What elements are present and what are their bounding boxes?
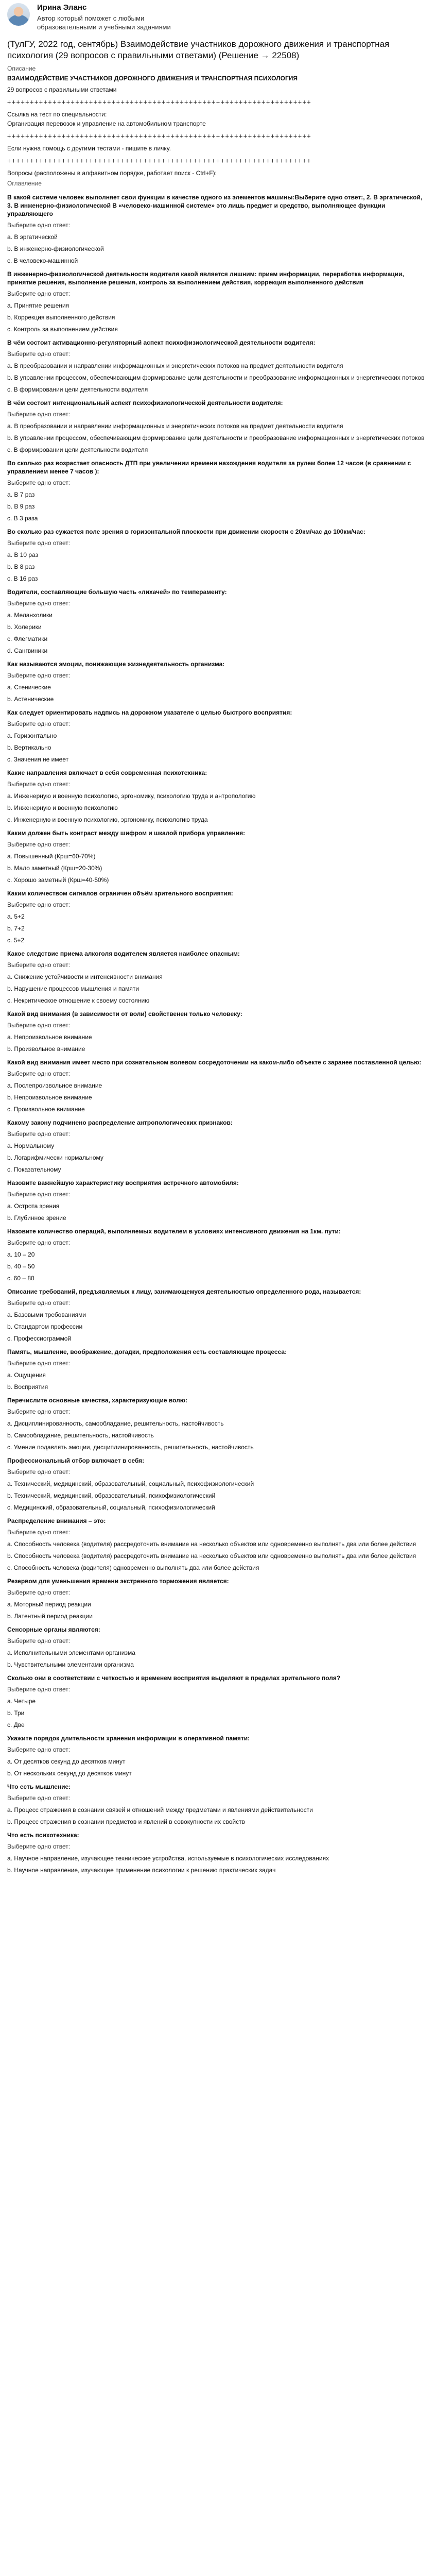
question-item (7, 193, 429, 265)
answer-option: a. 10 – 20 (7, 1251, 35, 1258)
answer-option: c. 5+2 (7, 937, 25, 944)
question-item (7, 1287, 429, 1343)
answer-option: a. Повышенный (Крш=60-70%) (7, 853, 96, 860)
description-label: Описание (7, 65, 36, 72)
answer-option: a. В эргатической (7, 233, 58, 241)
answer-option: a. В 10 раз (7, 551, 39, 558)
answer-prompt: Выберите одно ответ: (7, 1299, 71, 1307)
question-item (7, 1396, 429, 1451)
answer-option: b. Холерики (7, 623, 42, 631)
answer-option: c. Инженерную и военную психологию, эргономику, психологию труда (7, 816, 208, 823)
author-description: Автор который поможет с любыми образовательными и учебными заданиями (37, 14, 171, 31)
question-text: Какой вид внимания (в зависимости от воли) свойственен только человеку: (7, 1010, 242, 1018)
question-item (7, 338, 429, 394)
answer-option: b. Чувствительными элементами организма (7, 1661, 134, 1668)
question-text: Как называются эмоции, понижающие жизнедеятельность организма: (7, 660, 225, 668)
answer-prompt: Выберите одно ответ: (7, 1191, 71, 1198)
answer-option: c. В формировании цели деятельности водителя (7, 386, 148, 393)
question-item (7, 950, 429, 1005)
answer-option: c. Флегматики (7, 635, 48, 642)
question-text: Описание требований, предъявляемых к лицу, занимающемуся деятельностью определенного рода, называется: (7, 1288, 361, 1295)
answer-option: a. В преобразовании и направлении информационных и энергетических потоков на предмет деятельности водителя (7, 422, 343, 430)
answer-option: c. Умение подавлять эмоции, дисциплинированность, решительность, настойчивость (7, 1444, 254, 1451)
answer-option: b. В инженерно-физиологической (7, 245, 104, 252)
question-text: Что есть мышление: (7, 1783, 71, 1790)
answer-option: a. Исполнительными элементами организма (7, 1649, 135, 1656)
question-item (7, 660, 429, 703)
answer-prompt: Выберите одно ответ: (7, 1468, 71, 1476)
question-text: В какой системе человек выполняет свои функции в качестве одного из элементов машины:Выберите одно ответ:, 2. В эргатической, 3. В инженерно-физиологической В «человеко-машинной системе» это лишь предмет и средство, выполняющее функции управляющего (7, 194, 423, 217)
question-text: Что есть психотехника: (7, 1832, 79, 1839)
answer-prompt: Выберите одно ответ: (7, 1746, 71, 1753)
question-text: В чём состоит активационно-регуляторный аспект психофизиологической деятельности водителя: (7, 339, 316, 346)
answer-option: a. Нормальному (7, 1142, 55, 1149)
answer-option: c. Контроль за выполнением действия (7, 326, 118, 333)
answer-prompt: Выберите одно ответ: (7, 1360, 71, 1367)
description-title: ВЗАИМОДЕЙСТВИЕ УЧАСТНИКОВ ДОРОЖНОГО ДВИЖЕНИЯ И ТРАНСПОРТНАЯ ПСИХОЛОГИЯ (7, 75, 298, 82)
answer-option: b. Три (7, 1709, 25, 1717)
answer-option: c. В 16 раз (7, 575, 38, 582)
answer-option: b. От нескольких секунд до десятков минут (7, 1770, 132, 1777)
question-text: Укажите порядок длительности хранения информации в оперативной памяти: (7, 1735, 250, 1742)
question-item (7, 1227, 429, 1282)
question-item (7, 769, 429, 824)
answer-option: a. Четыре (7, 1698, 36, 1705)
answer-option: b. Самообладание, решительность, настойчивость (7, 1432, 154, 1439)
answer-prompt: Выберите одно ответ: (7, 350, 71, 358)
answer-option: a. Технический, медицинский, образовательный, социальный, психофизиологический (7, 1480, 254, 1487)
answer-prompt: Выберите одно ответ: (7, 841, 71, 848)
answer-option: a. Снижение устойчивости и интенсивности внимания (7, 973, 163, 980)
answer-option: b. Логарифмически нормальному (7, 1154, 103, 1161)
question-item (7, 1625, 429, 1669)
question-text: Перечислите основные качества, характеризующие волю: (7, 1397, 188, 1404)
answer-option: b. Технический, медицинский, образовательный, психофизиологический (7, 1492, 216, 1499)
question-text: Назовите количество операций, выполняемых водителем в условиях интенсивного движения на 1км. пути: (7, 1228, 341, 1235)
answer-option: b. Стандартом профессии (7, 1323, 83, 1330)
answer-prompt: Выберите одно ответ: (7, 479, 71, 486)
answer-prompt: Выберите одно ответ: (7, 781, 71, 788)
answer-prompt: Выберите одно ответ: (7, 672, 71, 679)
answer-option: c. Некритическое отношение к своему состоянию (7, 997, 150, 1004)
answer-option: c. Показательному (7, 1166, 61, 1173)
question-text: Какой вид внимания имеет место при сознательном волевом сосредоточении на каком-либо объекте с заранее поставленной целью: (7, 1059, 422, 1066)
question-text: Как следует ориентировать надпись на дорожном указателе с целью быстрого восприятия: (7, 709, 292, 716)
answer-option: b. Восприятия (7, 1383, 48, 1391)
question-item (7, 399, 429, 454)
answer-option: b. 7+2 (7, 925, 25, 932)
answer-option: a. Моторный период реакции (7, 1601, 91, 1608)
question-item (7, 1831, 429, 1874)
answer-option: b. Мало заметный (Крш=20-30%) (7, 865, 102, 872)
question-item (7, 1058, 429, 1113)
answer-option: b. В 9 раз (7, 503, 35, 510)
question-item (7, 1118, 429, 1174)
question-item (7, 1010, 429, 1053)
answer-prompt: Выберите одно ответ: (7, 1130, 71, 1138)
question-item (7, 1577, 429, 1620)
answer-option: a. Процесс отражения в сознании связей и отношений между предметами и явлениями действительности (7, 1806, 313, 1814)
author-info (37, 3, 191, 31)
organization-line: Организация перевозок и управление на автомобильном транспорте (7, 120, 206, 127)
answer-prompt: Выберите одно ответ: (7, 1239, 71, 1246)
answer-prompt: Выберите одно ответ: (7, 411, 71, 418)
question-text: Сенсорные органы являются: (7, 1626, 100, 1633)
answer-option: b. Произвольное внимание (7, 1045, 85, 1053)
answer-option: c. Хорошо заметный (Крш=40-50%) (7, 876, 109, 884)
answer-option: a. В преобразовании и направлении информационных и энергетических потоков на предмет деятельности водителя (7, 362, 343, 369)
question-item (7, 829, 429, 884)
answer-prompt: Выберите одно ответ: (7, 290, 71, 297)
answer-option: b. Инженерную и военную психологию (7, 804, 118, 811)
answer-prompt: Выберите одно ответ: (7, 1589, 71, 1596)
author-name[interactable]: Ирина Эланс (37, 3, 87, 12)
answer-option: b. В управлении процессом, обеспечивающим формирование цели деятельности и преобразование информационных и энергетических потоков (7, 374, 425, 381)
question-text: Профессиональный отбор включает в себя: (7, 1457, 145, 1464)
question-item (7, 528, 429, 583)
answer-option: b. Непроизвольное внимание (7, 1094, 92, 1101)
answer-option: c. Профессиограммой (7, 1335, 72, 1342)
answer-prompt: Выберите одно ответ: (7, 961, 71, 969)
answer-option: c. Произвольное внимание (7, 1106, 85, 1113)
answer-option: c. Способность человека (водителя) одновременно выполнять два или более действия (7, 1564, 259, 1571)
question-item (7, 1734, 429, 1777)
question-item (7, 459, 429, 522)
answer-option: a. 5+2 (7, 913, 25, 920)
answer-option: b. Астенические (7, 696, 54, 703)
question-text: Водители, составляющие большую часть «лихачей» по темпераменту: (7, 588, 227, 596)
answer-prompt: Выберите одно ответ: (7, 901, 71, 908)
question-item (7, 1674, 429, 1729)
question-text: Во сколько раз сужается поле зрения в горизонтальной плоскости при движении скорости с 20км/час до 100км/час: (7, 528, 365, 535)
answer-prompt: Выберите одно ответ: (7, 222, 71, 229)
question-text: Назовите важнейшую характеристику восприятия встречного автомобиля: (7, 1179, 239, 1187)
avatar[interactable] (7, 3, 30, 26)
answer-option: b. Нарушение процессов мышления и памяти (7, 985, 139, 992)
answer-option: a. От десятков секунд до десятков минут (7, 1758, 126, 1765)
answer-option: c. Значения не имеет (7, 756, 69, 763)
author-block (7, 3, 429, 31)
answer-prompt: Выберите одно ответ: (7, 1408, 71, 1415)
search-hint: Вопросы (расположены в алфавитном порядке, работает поиск - Ctrl+F): (7, 170, 217, 177)
question-text: Какие направления включает в себя современная психотехника: (7, 769, 207, 776)
answer-option: a. Принятие решения (7, 302, 69, 309)
question-item (7, 588, 429, 655)
question-item (7, 1783, 429, 1826)
answer-option: b. Глубинное зрение (7, 1214, 66, 1222)
answer-prompt: Выберите одно ответ: (7, 600, 71, 607)
question-text: В чём состоит интенциональный аспект психофизиологической деятельности водителя: (7, 399, 283, 406)
answer-option: b. Способность человека (водителя) рассредоточить внимание на несколько объектов или одновременно выполнять два или более действия (7, 1552, 416, 1560)
question-item (7, 889, 429, 944)
answer-prompt: Выберите одно ответ: (7, 720, 71, 727)
question-item (7, 1179, 429, 1222)
answer-prompt: Выберите одно ответ: (7, 539, 71, 547)
answer-option: d. Сангвиники (7, 647, 48, 654)
question-text: Сколько они в соответствии с четкостью и временем восприятия выделяют в пределах зрительного поля? (7, 1674, 341, 1682)
answer-option: a. Научное направление, изучающее технические устройства, используемые в психологических исследованиях (7, 1855, 329, 1862)
answer-prompt: Выберите одно ответ: (7, 1022, 71, 1029)
answer-option: b. Коррекция выполненного действия (7, 314, 115, 321)
document-title: (ТулГУ, 2022 год, сентябрь) Взаимодействие участников дорожного движения и транспортная психология (29 вопросов с правильными ответами) (Решение → 22508) (7, 39, 390, 60)
answer-option: b. В управлении процессом, обеспечивающим формирование цели деятельности и преобразование информационных и энергетических потоков (7, 434, 425, 442)
answer-option: b. Процесс отражения в сознании предметов и явлений в совокупности их свойств (7, 1818, 245, 1825)
answer-prompt: Выберите одно ответ: (7, 1686, 71, 1693)
question-text: Память, мышление, воображение, догадки, предположения есть составляющие процесса: (7, 1348, 287, 1355)
answer-option: a. Инженерную и военную психологию, эргономику, психологию труда и антропологию (7, 792, 256, 800)
answer-prompt: Выберите одно ответ: (7, 1070, 71, 1077)
answer-prompt: Выберите одно ответ: (7, 1843, 71, 1850)
answer-option: c. В 3 раза (7, 515, 38, 522)
question-text: Какому закону подчинено распределение антропологических признаков: (7, 1119, 233, 1126)
answer-option: c. Медицинский, образовательный, социальный, психофизиологический (7, 1504, 215, 1511)
answer-option: a. Способность человека (водителя) рассредоточить внимание на несколько объектов или одновременно выполнять два или более действия (7, 1540, 416, 1548)
answer-option: a. В 7 раз (7, 491, 35, 498)
question-text: В инженерно-физиологической деятельности водителя какой является лишним: прием информации, переработка информации, принятие решения, выполнение решения, контроль за выполнением действия, коррекция выполненного действия (7, 270, 404, 286)
answer-option: b. В 8 раз (7, 563, 35, 570)
plus-divider: +++++++++++++++++++++++++++++++++++++++++++++++++++++++++++++++++++ (7, 98, 312, 106)
answer-prompt: Выберите одно ответ: (7, 1529, 71, 1536)
question-item (7, 1456, 429, 1512)
answer-option: a. Послепроизвольное внимание (7, 1082, 102, 1089)
answer-option: a. Горизонтально (7, 732, 57, 739)
question-count: 29 вопросов с правильными ответами (7, 86, 117, 93)
question-text: Каким количеством сигналов ограничен объём зрительного восприятия: (7, 890, 233, 897)
contact-line: Если нужна помощь с другими тестами - пишите в личку. (7, 145, 171, 152)
question-item (7, 270, 429, 333)
question-text: Распределение внимания – это: (7, 1517, 106, 1524)
answer-option: b. Вертикально (7, 744, 51, 751)
question-text: Каким должен быть контраст между шифром и шкалой прибора управления: (7, 829, 246, 837)
test-link-label: Ссылка на тест по специальности: (7, 111, 107, 118)
answer-option: c. 60 – 80 (7, 1275, 34, 1282)
answer-option: a. Ощущения (7, 1371, 46, 1379)
question-text: Во сколько раз возрастает опасность ДТП при увеличении времени нахождения водителя за рулем более 12 часов (в сравнении с управлением менее 7 часов ): (7, 460, 411, 475)
answer-option: c. Две (7, 1721, 25, 1728)
question-list (7, 193, 429, 1874)
question-item (7, 1348, 429, 1391)
answer-option: b. Научное направление, изучающее применение психологии к решению практических задач (7, 1867, 276, 1874)
answer-option: a. Непроизвольное внимание (7, 1033, 92, 1041)
answer-option: a. Дисциплинированность, самообладание, решительность, настойчивость (7, 1420, 224, 1427)
plus-divider-2: +++++++++++++++++++++++++++++++++++++++++++++++++++++++++++++++++++ (7, 132, 312, 140)
answer-option: a. Базовыми требованиями (7, 1311, 86, 1318)
question-text: Какое следствие приема алкоголя водителем является наиболее опасным: (7, 950, 240, 957)
question-item (7, 708, 429, 764)
answer-option: a. Острота зрения (7, 1202, 60, 1210)
answer-option: a. Стенические (7, 684, 51, 691)
answer-option: b. Латентный период реакции (7, 1613, 93, 1620)
answer-option: c. В формировании цели деятельности водителя (7, 446, 148, 453)
answer-prompt: Выберите одно ответ: (7, 1637, 71, 1645)
toc-label: Оглавление (7, 180, 42, 187)
answer-option: c. В человеко-машинной (7, 257, 78, 264)
plus-divider-3: +++++++++++++++++++++++++++++++++++++++++++++++++++++++++++++++++++ (7, 157, 312, 164)
answer-option: b. 40 – 50 (7, 1263, 35, 1270)
question-text: Резервом для уменьшения времени экстренного торможения является: (7, 1578, 229, 1585)
question-item (7, 1517, 429, 1572)
answer-option: a. Меланхолики (7, 612, 53, 619)
answer-prompt: Выберите одно ответ: (7, 1794, 71, 1802)
